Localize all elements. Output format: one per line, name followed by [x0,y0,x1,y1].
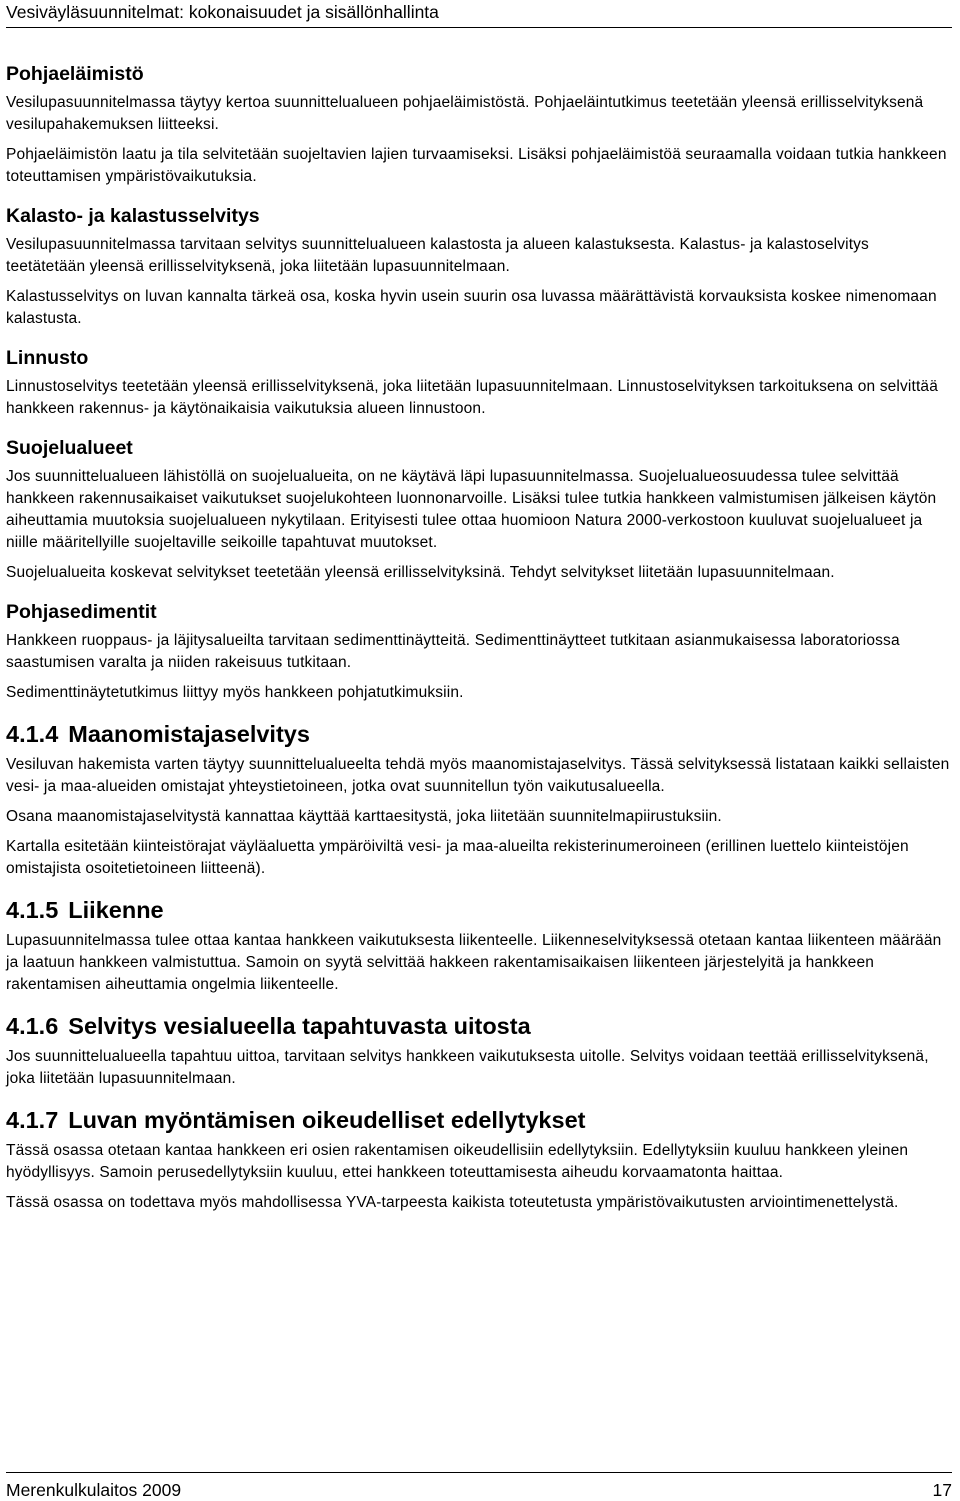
paragraph: Jos suunnittelualueella tapahtuu uittoa, tarvitaan selvitys hankkeen vaikutuksesta uitolle. Selvitys voidaan teettää erillisselvityksenä, joka liitetään lupasuunnitelmaan. [6,1048,929,1087]
section-heading [6,1106,950,1134]
section-number: 4.1.6 [6,1013,59,1039]
paragraph: Lupasuunnitelmassa tulee ottaa kantaa hankkeen vaikutuksesta liikenteelle. Liikenneselvityksessä otetaan kantaa liikenteen määrään ja laatuun hankkeen valmistuttua. Samoin on syytä selvittää hakkeen rakentamisaikaisen liikenteen järjestelyitä ja hankkeen rakentamisen aiheuttamia ongelmia liikenteelle. [6,932,942,993]
publisher-label: Merenkulkulaitos 2009 [6,1480,182,1500]
section-title: Liikenne [68,897,164,923]
page-header [6,0,952,28]
document-title: Vesiväyläsuunnitelmat: kokonaisuudet ja sisällönhallinta [6,2,439,22]
section-number: 4.1.4 [6,721,59,747]
paragraph: Suojelualueita koskevat selvitykset teetetään yleensä erillisselvityksinä. Tehdyt selvitykset liitetään lupasuunnitelmaan. [6,564,835,581]
section-title: Maanomistajaselvitys [68,721,310,747]
subsection-heading: Pohjasedimentit [6,601,157,623]
section-heading [6,720,950,748]
paragraph: Kalastusselvitys on luvan kannalta tärkeä osa, koska hyvin usein suurin osa luvassa määrättävistä korvauksista koskee nimenomaan kalastusta. [6,288,937,327]
section-heading [6,896,950,924]
paragraph: Sedimenttinäytetutkimus liittyy myös hankkeen pohjatutkimuksiin. [6,684,464,701]
section-number: 4.1.5 [6,897,59,923]
paragraph: Vesilupasuunnitelmassa tarvitaan selvitys suunnittelualueen kalastosta ja alueen kalastuksesta. Kalastus- ja kalastoselvitys teetätetään yleensä erillisselvityksenä, joka liitetään lupasuunnitelmaan. [6,236,869,275]
paragraph: Osana maanomistajaselvitystä kannattaa käyttää karttaesitystä, joka liitetään suunnitelmapiirustuksiin. [6,808,722,825]
paragraph: Tässä osassa on todettava myös mahdollisessa YVA-tarpeesta kaikista toteutetusta ympäristövaikutusten arviointimenettelystä. [6,1194,899,1211]
page-footer [6,1472,952,1501]
section-number: 4.1.7 [6,1107,59,1133]
paragraph: Vesilupasuunnitelmassa täytyy kertoa suunnittelualueen pohjaeläimistöstä. Pohjaeläintutkimus teetetään yleensä erillisselvityksenä vesilupahakemuksen liitteeksi. [6,94,924,133]
subsection-heading: Linnusto [6,347,89,369]
page-number: 17 [932,1480,952,1500]
paragraph: Kartalla esitetään kiinteistörajat väyläaluetta ympäröiviltä vesi- ja maa-alueilta rekisterinumeroineen (erillinen luettelo kiinteistöjen omistajista osoitetietoineen liitteenä). [6,838,909,877]
subsection-heading: Pohjaeläimistö [6,63,144,85]
paragraph: Jos suunnittelualueen lähistöllä on suojelualueita, on ne käytävä läpi lupasuunnitelmassa. Suojelualueosuudessa tulee selvittää hankkeen rakennusaikaiset vaikutukset suojelukohteen luonnonarvoille. Lisäksi tulee tutkia hankkeen valmistumisen jälkeisen käytön aiheuttamia muutoksia suojelualueen nykytilaan. Erityisesti tulee ottaa huomioon Natura 2000-verkostoon kuuluvat suojelualueet ja niille määritellyille suojeltaville seikoille tapahtuvat muutokset. [6,468,937,551]
subsection-heading: Suojelualueet [6,437,133,459]
subsection-heading: Kalasto- ja kalastusselvitys [6,205,260,227]
paragraph: Tässä osassa otetaan kantaa hankkeen eri osien rakentamisen oikeudellisiin edellytyksiin. Edellytyksiin kuuluu hankkeen yleinen hyödyllisyys. Samoin perusedellytyksiin kuuluu, ettei hankkeen toteuttamisesta aiheudu korvaamatonta haittaa. [6,1142,909,1181]
paragraph: Pohjaeläimistön laatu ja tila selvitetään suojeltavien lajien turvaamiseksi. Lisäksi pohjaeläimistöä seuraamalla voidaan tutkia hankkeen toteuttamisen ympäristövaikutuksia. [6,146,947,185]
section-title: Selvitys vesialueella tapahtuvasta uitosta [68,1013,531,1039]
section-title: Luvan myöntämisen oikeudelliset edellytykset [68,1107,586,1133]
paragraph: Hankkeen ruoppaus- ja läjitysalueilta tarvitaan sedimenttinäytteitä. Sedimenttinäytteet tutkitaan asianmukaisessa laboratoriossa saastumisen varalta ja niiden rakeisuus tutkitaan. [6,632,900,671]
paragraph: Vesiluvan hakemista varten täytyy suunnittelualueelta tehdä myös maanomistajaselvitys. Tässä selvityksessä listataan kaikki sellaisten vesi- ja maa-alueiden omistajat yhteystietoineen, jotka ovat suunnitellun työn vaikutusalueella. [6,756,950,795]
document-body [6,62,950,1222]
section-heading [6,1012,950,1040]
paragraph: Linnustoselvitys teetetään yleensä erillisselvityksenä, joka liitetään lupasuunnitelmaan. Linnustoselvityksen tarkoituksena on selvittää hankkeen rakennus- ja käytönaikaisia vaikutuksia alueen linnustoon. [6,378,938,417]
